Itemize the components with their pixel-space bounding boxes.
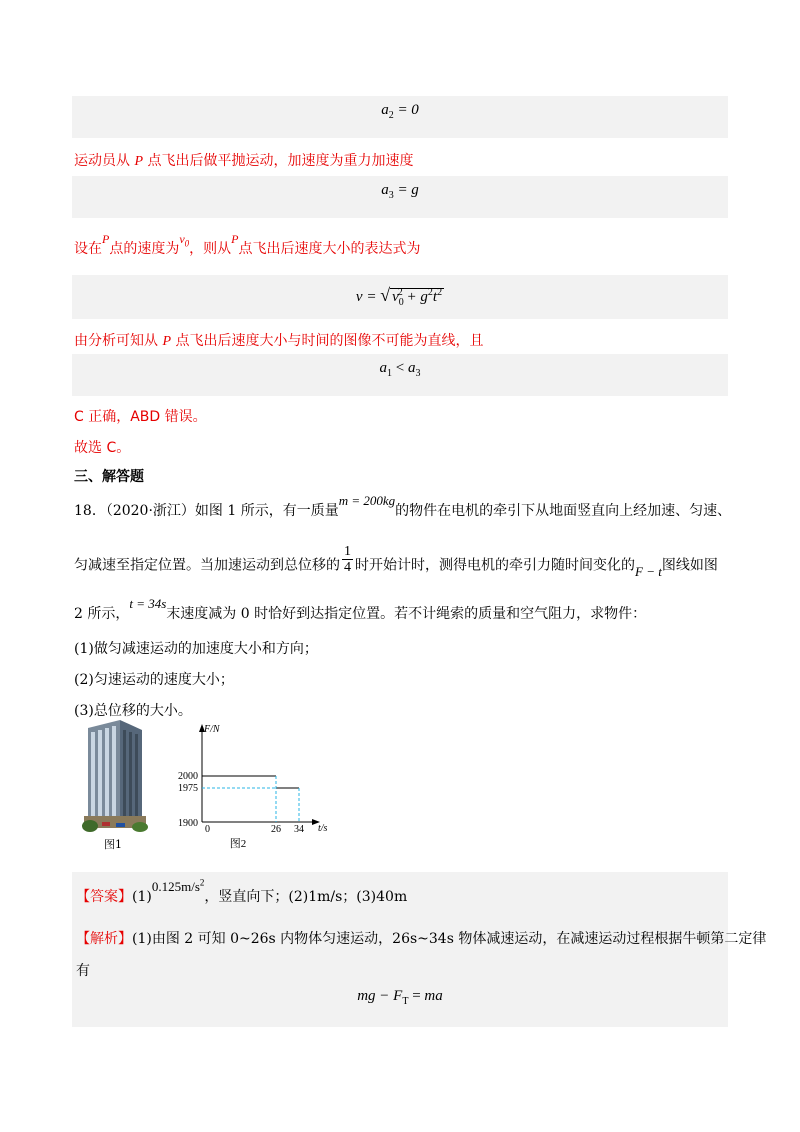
figure-2: [168, 722, 338, 852]
equation-a2: $a_2 = 0$: [381, 102, 419, 121]
question-line-1: [74, 493, 732, 520]
equation-a3-rhs: = g: [397, 182, 419, 198]
question-text-1: 如图 1 所示，有一质量: [194, 503, 339, 519]
f-t-graph: [168, 722, 338, 852]
equation-box-a2: [72, 96, 728, 138]
question-text-5: 图线如图: [661, 557, 718, 574]
text-speed-3: ，则从: [189, 241, 232, 257]
answer-box: [72, 872, 767, 1027]
var-p-1: P: [102, 232, 110, 246]
y-axis-label: F/N: [204, 724, 220, 735]
line-analysis: [74, 330, 483, 350]
answer-rest: ，竖直向下；(2)1m/s；(3)40m: [204, 889, 408, 905]
text-projectile-2: 点飞出后做平抛运动，加速度为重力加速度: [147, 153, 414, 169]
text-speed-1: 设在: [74, 241, 102, 257]
question-text-3: 匀减速至指定位置。当加速运动到总位移的: [74, 557, 340, 574]
y-tick-2000: 2000: [178, 771, 198, 782]
question-number: 18．: [74, 503, 106, 519]
var-p-2: P: [231, 232, 239, 246]
equation-v-lhs: v =: [355, 289, 381, 305]
line-projectile: [74, 150, 413, 170]
var-p: P: [134, 154, 144, 169]
equation-newton-lhs: mg − F: [357, 988, 403, 1004]
x-tick-26: 26: [271, 824, 281, 835]
equation-box-a3: [72, 176, 728, 218]
f-t-expression: F − t: [635, 563, 662, 579]
analysis-line-1: [76, 928, 766, 948]
analysis-tag: 【解析】: [76, 931, 132, 947]
x-axis-label: t/s: [318, 823, 328, 834]
text-speed-2: 点的速度为: [109, 241, 180, 257]
text-analysis-2: 点飞出后速度大小与时间的图像不可能为直线，且: [175, 333, 484, 349]
line-choose: 故选 C。: [74, 440, 131, 456]
x-tick-0: 0: [205, 824, 210, 835]
var-p-3: P: [162, 334, 172, 349]
equation-box-v: [72, 275, 728, 319]
equation-a1-lt-a3: $a_1 < a_3$: [379, 360, 421, 379]
line-correct: C 正确，ABD 错误。: [74, 409, 207, 425]
analysis-line-2: 有: [76, 963, 90, 979]
line-speed: [74, 232, 421, 258]
analysis-text-1: (1)由图 2 可知 0~26s 内物体匀速运动，26s~34s 物体减速运动，在减速运动过程根据牛顿第二定律: [132, 931, 767, 947]
question-text-4: 时开始计时，测得电机的牵引力随时间变化的: [355, 557, 635, 574]
question-line-3: [74, 596, 647, 623]
var-v0: $v_0$: [179, 232, 190, 249]
question-text-7: 末速度减为 0 时恰好到达指定位置。若不计绳索的质量和空气阻力，求物件：: [166, 606, 647, 622]
equation-newton: mg − $F_T$ = ma: [357, 988, 443, 1007]
text-speed-4: 点飞出后速度大小的表达式为: [238, 241, 421, 257]
mass-expression: m = 200kg: [338, 493, 396, 508]
question-source: （2020·浙江）: [105, 503, 195, 519]
figure-2-label: 图2: [229, 838, 247, 850]
time-expression: t = 34s: [129, 596, 167, 611]
equation-v: v = √ $v_0^2 + g^2t^2$: [355, 285, 443, 308]
question-text-2: 的物件在电机的牵引下从地面竖直向上经加速、匀速、: [395, 503, 732, 519]
equation-a3: $a_3 = g$: [381, 182, 419, 201]
building-image: [80, 716, 150, 851]
figure-1: [80, 716, 150, 851]
fraction-one-quarter: $\frac{1}{4}$: [344, 544, 351, 575]
figure-1-label: 图1: [104, 838, 122, 851]
acceleration-value: $0.125m/s^2$: [151, 877, 205, 894]
sub-question-3: (3)总位移的大小。: [74, 703, 192, 719]
answer-part1-prefix: (1): [132, 889, 152, 905]
x-tick-34: 34: [294, 824, 304, 835]
section-heading: 三、解答题: [74, 469, 144, 485]
sub-question-1: (1)做匀减速运动的加速度大小和方向；: [74, 641, 318, 657]
y-tick-1900: 1900: [178, 818, 198, 829]
sub-question-2: (2)匀速运动的速度大小；: [74, 672, 234, 688]
y-tick-1975: 1975: [178, 783, 198, 794]
question-line-2: [74, 544, 718, 581]
answer-line: [76, 877, 408, 906]
answer-tag: 【答案】: [76, 889, 132, 905]
text-analysis-1: 由分析可知从: [74, 333, 158, 349]
equation-box-a1-a3: [72, 354, 728, 396]
equation-a2-rhs: = 0: [397, 102, 419, 118]
question-text-6: 2 所示，: [74, 606, 130, 622]
text-projectile-1: 运动员从: [74, 153, 130, 169]
